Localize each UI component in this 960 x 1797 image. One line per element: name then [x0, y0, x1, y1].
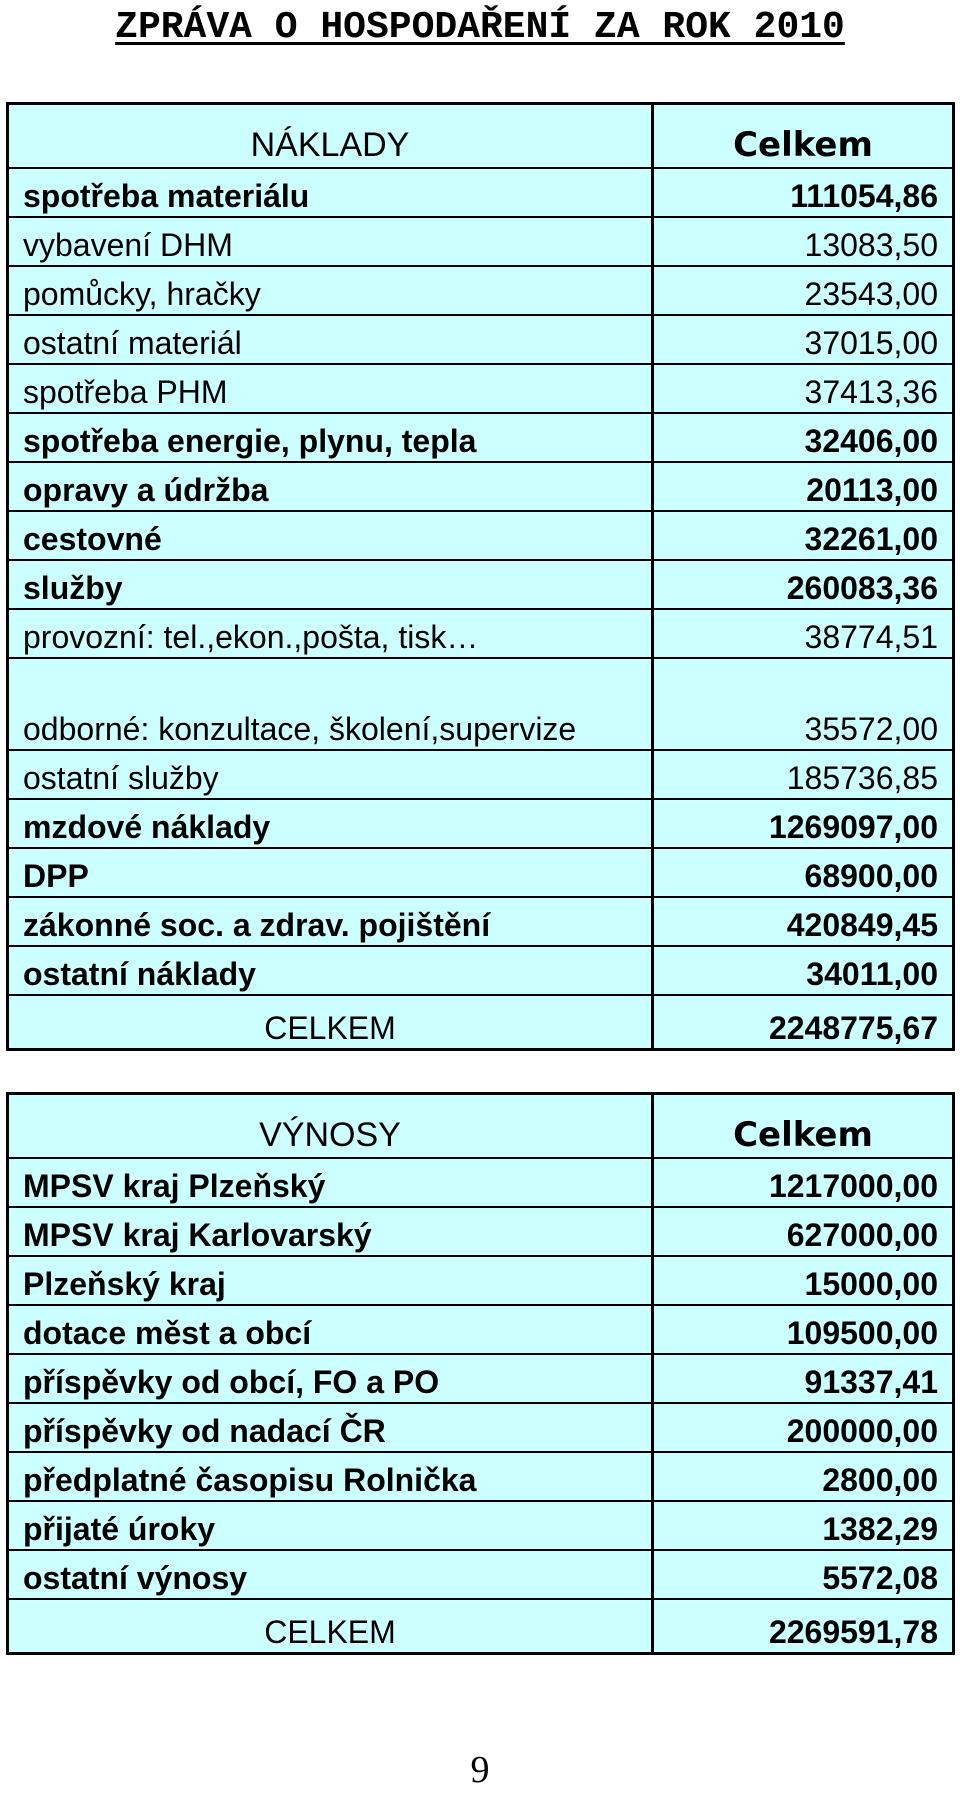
table-row: [8, 1452, 954, 1501]
revenues-table: [6, 1092, 955, 1655]
total-label: CELKEM: [8, 1599, 653, 1654]
total-row: [8, 1599, 954, 1654]
row-value: 37413,36: [653, 364, 954, 413]
table-row: [8, 462, 954, 511]
row-label: zákonné soc. a zdrav. pojištění: [8, 897, 653, 946]
table-row: [8, 217, 954, 266]
row-value: 68900,00: [653, 848, 954, 897]
revenues-header-total: Celkem: [653, 1094, 954, 1159]
row-label: spotřeba PHM: [8, 364, 653, 413]
row-value: 34011,00: [653, 946, 954, 995]
table-row: [8, 1354, 954, 1403]
row-label: MPSV kraj Plzeňský: [8, 1158, 653, 1207]
row-label: předplatné časopisu Rolnička: [8, 1452, 653, 1501]
row-label: příspěvky od obcí, FO a PO: [8, 1354, 653, 1403]
total-row: [8, 995, 954, 1050]
row-value: 2800,00: [653, 1452, 954, 1501]
row-value: 260083,36: [653, 560, 954, 609]
row-value: 5572,08: [653, 1550, 954, 1599]
row-label: přijaté úroky: [8, 1501, 653, 1550]
row-label: ostatní výnosy: [8, 1550, 653, 1599]
table-row: [8, 1256, 954, 1305]
table-row: [8, 799, 954, 848]
row-value: 23543,00: [653, 266, 954, 315]
row-label: cestovné: [8, 511, 653, 560]
row-label: pomůcky, hračky: [8, 266, 653, 315]
row-label: MPSV kraj Karlovarský: [8, 1207, 653, 1256]
row-value: 111054,86: [653, 168, 954, 217]
table-row: [8, 609, 954, 658]
row-value: 32406,00: [653, 413, 954, 462]
row-label: ostatní náklady: [8, 946, 653, 995]
row-value: 37015,00: [653, 315, 954, 364]
table-row: [8, 658, 954, 750]
table-row: [8, 1207, 954, 1256]
row-label: mzdové náklady: [8, 799, 653, 848]
revenues-header-row: [8, 1094, 954, 1159]
row-label: vybavení DHM: [8, 217, 653, 266]
costs-header-label: NÁKLADY: [8, 104, 653, 169]
row-label: ostatní služby: [8, 750, 653, 799]
row-value: 420849,45: [653, 897, 954, 946]
table-row: [8, 1403, 954, 1452]
row-label: Plzeňský kraj: [8, 1256, 653, 1305]
row-value: 200000,00: [653, 1403, 954, 1452]
table-row: [8, 750, 954, 799]
total-value: 2248775,67: [653, 995, 954, 1050]
table-row: [8, 1501, 954, 1550]
row-value: 13083,50: [653, 217, 954, 266]
row-label: DPP: [8, 848, 653, 897]
row-label: odborné: konzultace, školení,supervize: [8, 658, 653, 750]
row-label: služby: [8, 560, 653, 609]
row-value: 109500,00: [653, 1305, 954, 1354]
table-row: [8, 511, 954, 560]
costs-table: [6, 102, 955, 1051]
row-value: 1382,29: [653, 1501, 954, 1550]
table-row: [8, 168, 954, 217]
table-row: [8, 266, 954, 315]
table-row: [8, 1550, 954, 1599]
row-label: spotřeba materiálu: [8, 168, 653, 217]
row-value: 35572,00: [653, 658, 954, 750]
row-label: opravy a údržba: [8, 462, 653, 511]
table-row: [8, 315, 954, 364]
costs-header-total: Celkem: [653, 104, 954, 169]
row-value: 1217000,00: [653, 1158, 954, 1207]
row-value: 185736,85: [653, 750, 954, 799]
row-label: dotace měst a obcí: [8, 1305, 653, 1354]
table-row: [8, 364, 954, 413]
table-row: [8, 1158, 954, 1207]
table-row: [8, 560, 954, 609]
row-value: 15000,00: [653, 1256, 954, 1305]
table-row: [8, 848, 954, 897]
table-row: [8, 1305, 954, 1354]
costs-header-row: [8, 104, 954, 169]
row-value: 38774,51: [653, 609, 954, 658]
row-label: příspěvky od nadací ČR: [8, 1403, 653, 1452]
page-number: 9: [470, 1749, 490, 1791]
row-label: ostatní materiál: [8, 315, 653, 364]
row-label: provozní: tel.,ekon.,pošta, tisk…: [8, 609, 653, 658]
row-value: 1269097,00: [653, 799, 954, 848]
row-value: 91337,41: [653, 1354, 954, 1403]
total-value: 2269591,78: [653, 1599, 954, 1654]
revenues-header-label: VÝNOSY: [8, 1094, 653, 1159]
total-label: CELKEM: [8, 995, 653, 1050]
table-row: [8, 946, 954, 995]
table-row: [8, 413, 954, 462]
row-value: 32261,00: [653, 511, 954, 560]
row-label: spotřeba energie, plynu, tepla: [8, 413, 653, 462]
row-value: 20113,00: [653, 462, 954, 511]
report-title: ZPRÁVA O HOSPODAŘENÍ ZA ROK 2010: [115, 6, 845, 49]
table-row: [8, 897, 954, 946]
row-value: 627000,00: [653, 1207, 954, 1256]
